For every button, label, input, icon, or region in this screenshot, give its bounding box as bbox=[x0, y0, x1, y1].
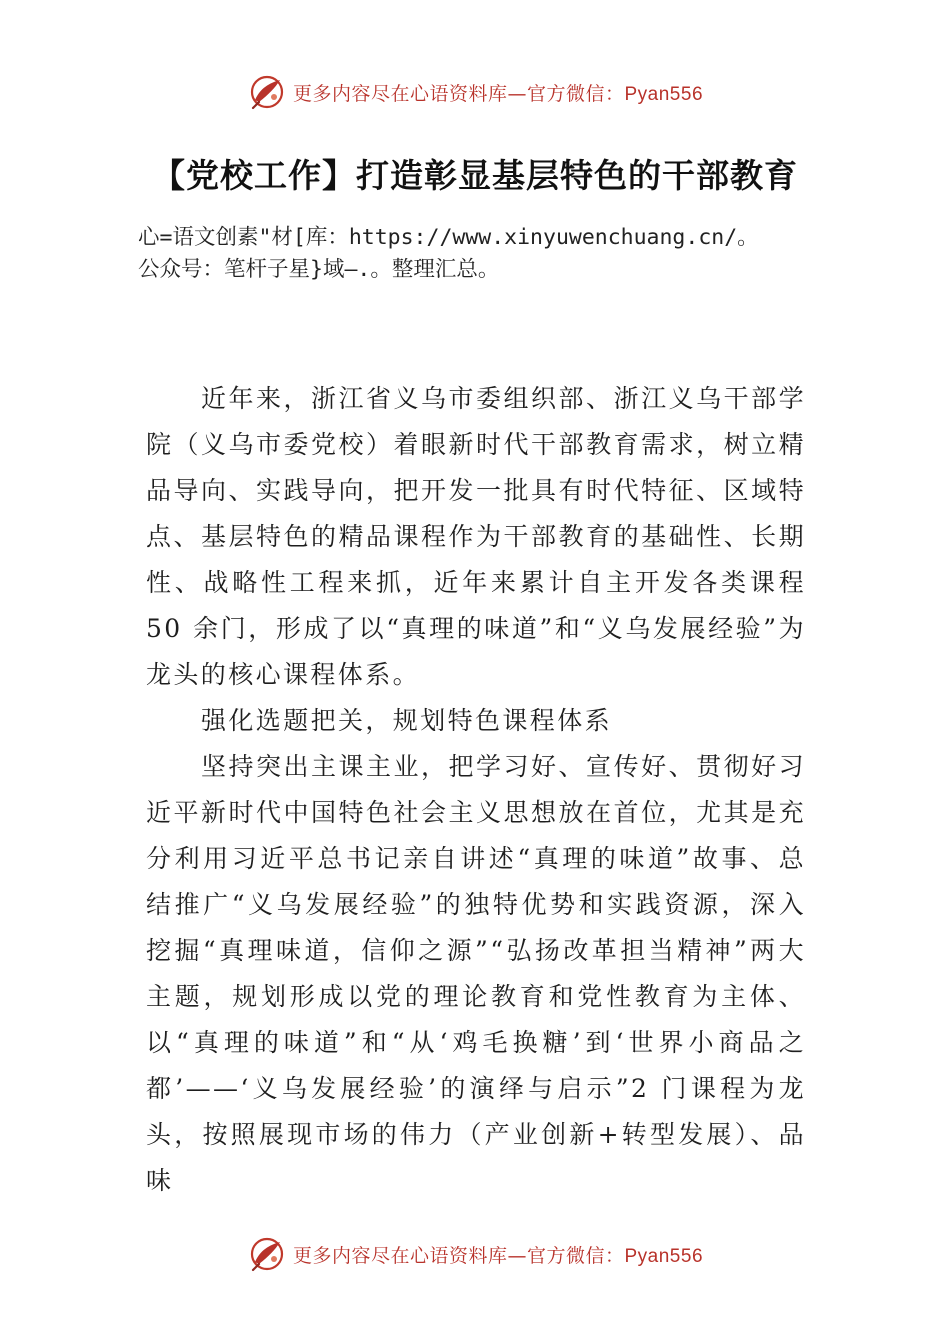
source-note bbox=[138, 222, 938, 286]
banner-text: 更多内容尽在心语资料库—官方微信：Pyan556 bbox=[292, 1244, 704, 1267]
quill-swirl-logo-icon bbox=[247, 1234, 287, 1274]
quill-swirl-logo-icon bbox=[247, 72, 287, 112]
article-body bbox=[146, 376, 806, 1204]
banner-text: 更多内容尽在心语资料库—官方微信：Pyan556 bbox=[292, 82, 704, 105]
document-title: 【党校工作】打造彰显基层特色的干部教育 bbox=[152, 156, 798, 195]
header-banner bbox=[0, 70, 950, 114]
section-heading: 强化选题把关，规划特色课程体系 bbox=[201, 706, 613, 735]
source-line: 心=语文创素"材[库：https://www.xinyuwenchuang.cn/。 bbox=[138, 225, 759, 250]
paragraph: 坚持突出主课主业，把学习好、宣传好、贯彻好习近平新时代中国特色社会主义思想放在首位，尤其是充分利用习近平总书记亲自讲述“真理的味道”故事、总结推广“义乌发展经验”的独特优势和实践资源，深入挖掘“真理味道，信仰之源”“弘扬改革担当精神”两大主题，规划形成以党的理论教育和党性教育为主体、以“真理的味道”和“从‘鸡毛换糖’到‘世界小商品之都’——‘义乌发展经验’的演绎与启示”2 门课程为龙头，按照展现市场的伟力（产业创新+转型发展）、品味 bbox=[146, 752, 806, 1195]
wechat-id: Pyan556 bbox=[624, 1245, 704, 1267]
wechat-id: Pyan556 bbox=[624, 83, 704, 105]
source-line: 公众号：笔杆子星}域—.。整理汇总。 bbox=[138, 257, 500, 282]
paragraph: 近年来，浙江省义乌市委组织部、浙江义乌干部学院（义乌市委党校）着眼新时代干部教育需求，树立精品导向、实践导向，把开发一批具有时代特征、区域特点、基层特色的精品课程作为干部教育的基础性、长期性、战略性工程来抓，近年来累计自主开发各类课程 50 余门，形成了以“真理的味道”和“义乌发展经验”为龙头的核心课程体系。 bbox=[146, 384, 806, 689]
footer-banner bbox=[0, 1232, 950, 1276]
